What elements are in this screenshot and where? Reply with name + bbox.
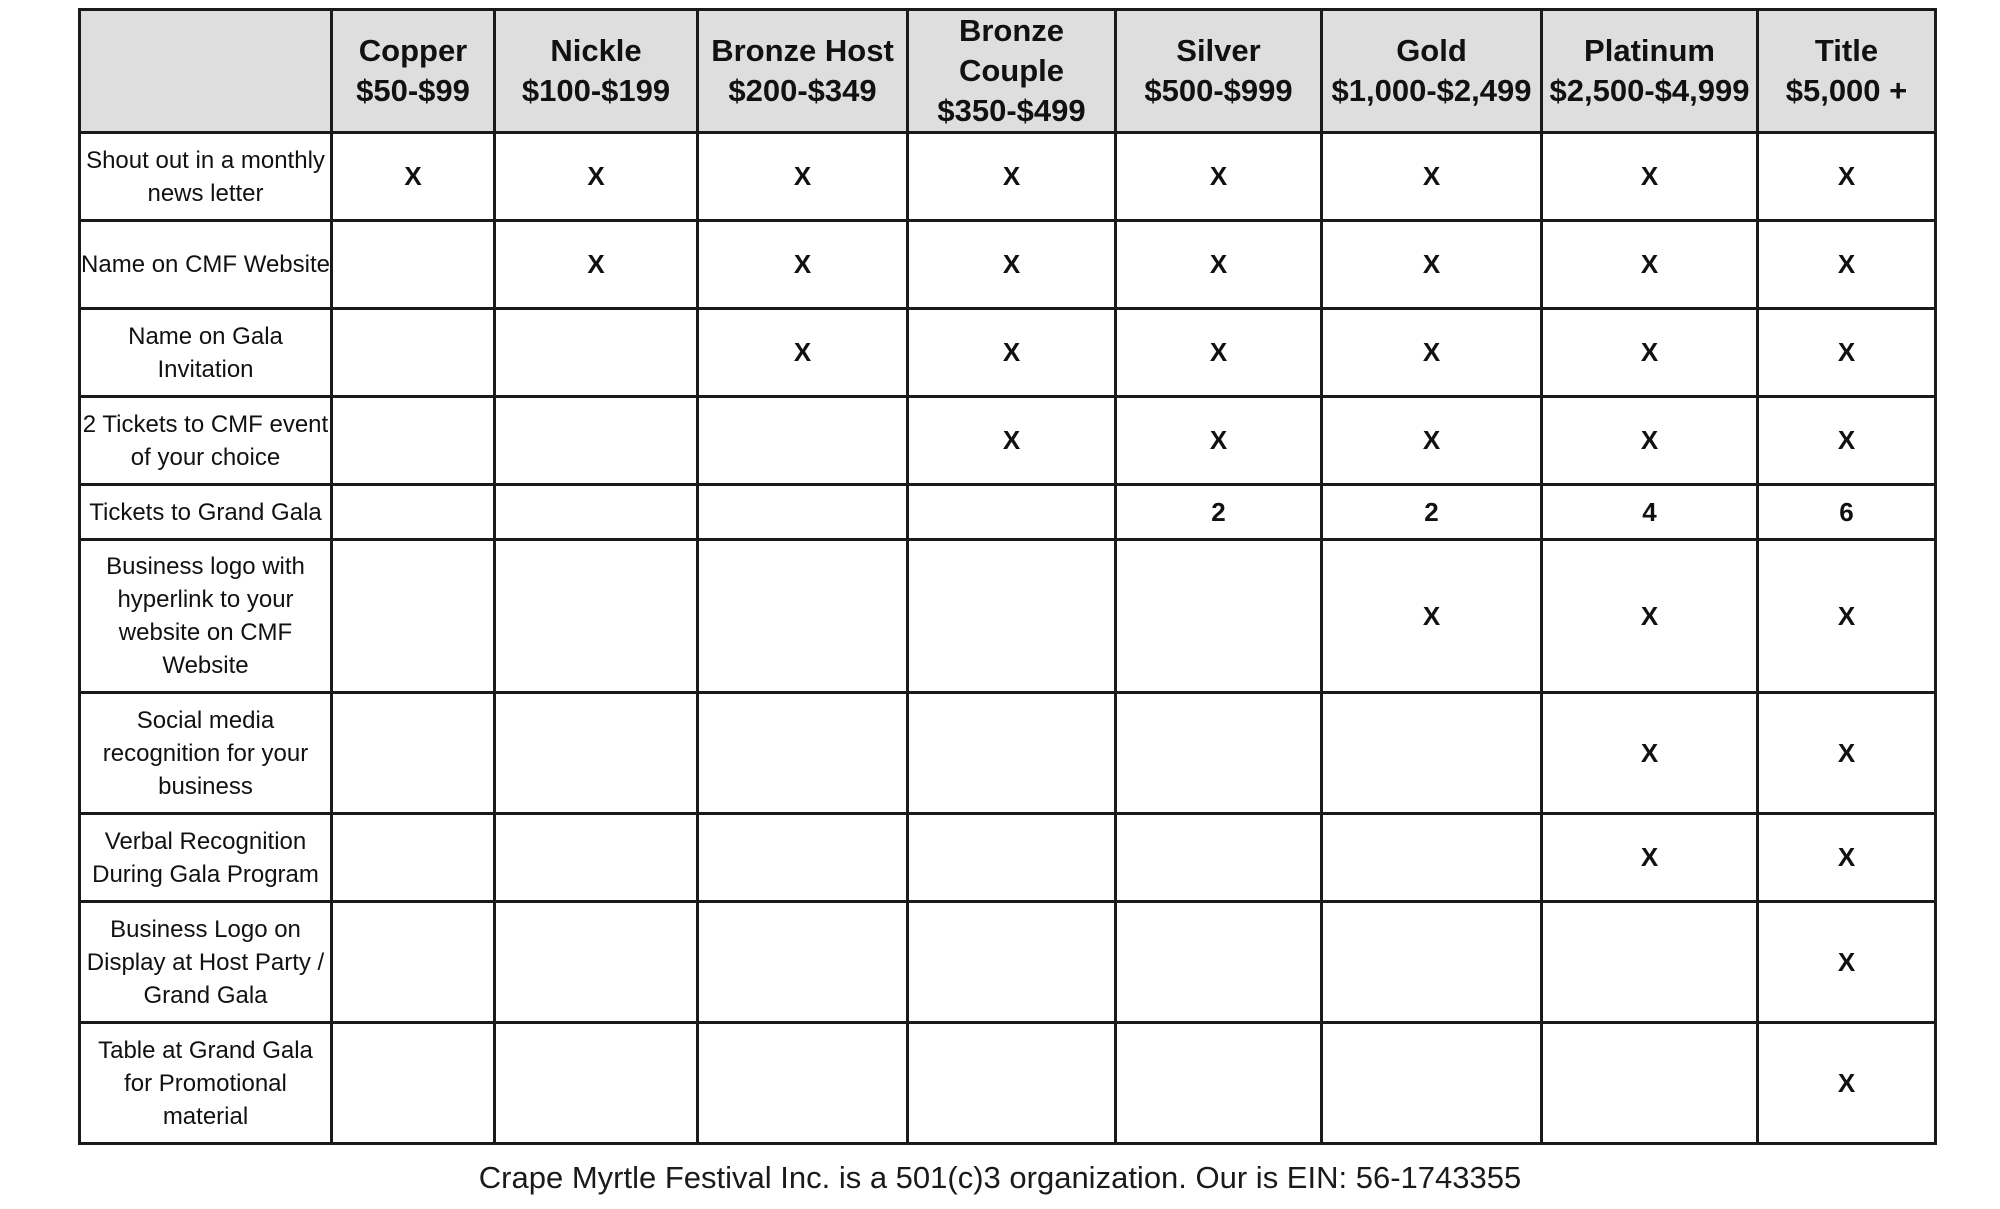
benefit-cell: 2: [1322, 485, 1542, 540]
benefit-cell: X: [698, 221, 908, 309]
benefit-cell: [698, 693, 908, 814]
benefit-cell: [332, 1023, 495, 1144]
benefit-cell: X: [1758, 309, 1936, 397]
benefit-cell: X: [1758, 902, 1936, 1023]
benefit-label: Shout out in a monthly news letter: [80, 133, 332, 221]
benefit-cell: [698, 902, 908, 1023]
benefit-cell: 2: [1116, 485, 1322, 540]
benefit-cell: X: [908, 133, 1116, 221]
benefit-cell: X: [1322, 309, 1542, 397]
benefit-cell: [495, 540, 698, 693]
benefit-label: Social media recognition for your business: [80, 693, 332, 814]
benefit-row: [80, 693, 1936, 814]
corner-cell: [80, 10, 332, 133]
benefit-cell: [908, 693, 1116, 814]
benefit-cell: X: [1758, 1023, 1936, 1144]
benefit-cell: [332, 540, 495, 693]
benefit-cell: [698, 540, 908, 693]
tier-header: Bronze Couple $350-$499: [908, 10, 1116, 133]
benefit-label: Name on Gala Invitation: [80, 309, 332, 397]
benefit-label: Tickets to Grand Gala: [80, 485, 332, 540]
benefit-cell: X: [908, 309, 1116, 397]
benefit-cell: X: [1758, 814, 1936, 902]
benefit-cell: X: [1116, 133, 1322, 221]
benefit-cell: X: [1116, 309, 1322, 397]
benefit-cell: [698, 485, 908, 540]
benefit-row: [80, 485, 1936, 540]
benefit-cell: [495, 814, 698, 902]
benefit-cell: X: [698, 133, 908, 221]
benefit-row: [80, 133, 1936, 221]
benefit-cell: [908, 902, 1116, 1023]
benefit-cell: X: [908, 221, 1116, 309]
benefit-row: [80, 814, 1936, 902]
benefit-cell: [698, 397, 908, 485]
benefit-cell: [332, 309, 495, 397]
benefit-cell: X: [495, 221, 698, 309]
benefit-cell: [1116, 540, 1322, 693]
benefit-cell: [332, 814, 495, 902]
benefit-cell: X: [1542, 221, 1758, 309]
benefit-cell: X: [1758, 133, 1936, 221]
benefit-cell: [495, 485, 698, 540]
benefit-cell: [332, 485, 495, 540]
benefit-cell: X: [1322, 540, 1542, 693]
benefit-cell: X: [1542, 814, 1758, 902]
benefit-cell: X: [495, 133, 698, 221]
benefit-cell: X: [1116, 221, 1322, 309]
sponsorship-table: [78, 8, 1937, 1145]
header-row: [80, 10, 1936, 133]
benefit-cell: [908, 1023, 1116, 1144]
benefit-cell: [908, 814, 1116, 902]
tier-header: Copper $50-$99: [332, 10, 495, 133]
benefit-cell: X: [698, 309, 908, 397]
benefit-label: Verbal Recognition During Gala Program: [80, 814, 332, 902]
benefit-cell: [1116, 1023, 1322, 1144]
benefit-label: Business logo with hyperlink to your website on CMF Website: [80, 540, 332, 693]
footer-note: Crape Myrtle Festival Inc. is a 501(c)3 organization. Our is EIN: 56-1743355: [478, 1160, 1522, 1195]
benefit-label: 2 Tickets to CMF event of your choice: [80, 397, 332, 485]
benefit-cell: [1542, 902, 1758, 1023]
benefit-cell: [1322, 902, 1542, 1023]
benefit-cell: X: [1322, 133, 1542, 221]
tier-header: Title $5,000 +: [1758, 10, 1936, 133]
benefit-cell: [332, 902, 495, 1023]
benefit-label: Business Logo on Display at Host Party / Grand Gala: [80, 902, 332, 1023]
benefit-cell: X: [1758, 540, 1936, 693]
benefit-cell: 6: [1758, 485, 1936, 540]
benefit-cell: X: [908, 397, 1116, 485]
benefit-cell: X: [1542, 693, 1758, 814]
benefit-cell: [908, 540, 1116, 693]
benefit-label: Table at Grand Gala for Promotional material: [80, 1023, 332, 1144]
benefit-cell: [1322, 693, 1542, 814]
benefit-cell: [1322, 814, 1542, 902]
benefit-cell: [495, 1023, 698, 1144]
benefit-row: [80, 221, 1936, 309]
tier-header: Platinum $2,500-$4,999: [1542, 10, 1758, 133]
benefit-row: [80, 540, 1936, 693]
tier-header: Silver $500-$999: [1116, 10, 1322, 133]
benefit-cell: [332, 221, 495, 309]
benefit-cell: X: [1542, 397, 1758, 485]
benefit-cell: [1116, 814, 1322, 902]
benefit-cell: [698, 814, 908, 902]
benefit-cell: X: [1758, 397, 1936, 485]
benefit-cell: [332, 693, 495, 814]
benefit-cell: X: [1322, 397, 1542, 485]
benefit-label: Name on CMF Website: [80, 221, 332, 309]
benefit-cell: 4: [1542, 485, 1758, 540]
benefit-cell: [1116, 902, 1322, 1023]
benefit-cell: [908, 485, 1116, 540]
benefit-cell: X: [332, 133, 495, 221]
benefit-cell: X: [1116, 397, 1322, 485]
benefit-row: [80, 902, 1936, 1023]
tier-header: Nickle $100-$199: [495, 10, 698, 133]
benefit-cell: X: [1542, 309, 1758, 397]
benefit-cell: [1542, 1023, 1758, 1144]
tier-header: Gold $1,000-$2,499: [1322, 10, 1542, 133]
benefit-row: [80, 397, 1936, 485]
benefit-cell: [1116, 693, 1322, 814]
benefit-cell: X: [1322, 221, 1542, 309]
benefit-cell: [495, 693, 698, 814]
tier-header: Bronze Host $200-$349: [698, 10, 908, 133]
benefit-cell: X: [1758, 693, 1936, 814]
benefit-cell: [495, 309, 698, 397]
benefit-cell: [698, 1023, 908, 1144]
benefit-cell: X: [1542, 133, 1758, 221]
benefit-cell: X: [1542, 540, 1758, 693]
benefit-cell: [332, 397, 495, 485]
benefit-cell: [495, 397, 698, 485]
benefit-row: [80, 309, 1936, 397]
benefit-cell: [495, 902, 698, 1023]
benefit-cell: X: [1758, 221, 1936, 309]
benefit-cell: [1322, 1023, 1542, 1144]
benefit-row: [80, 1023, 1936, 1144]
